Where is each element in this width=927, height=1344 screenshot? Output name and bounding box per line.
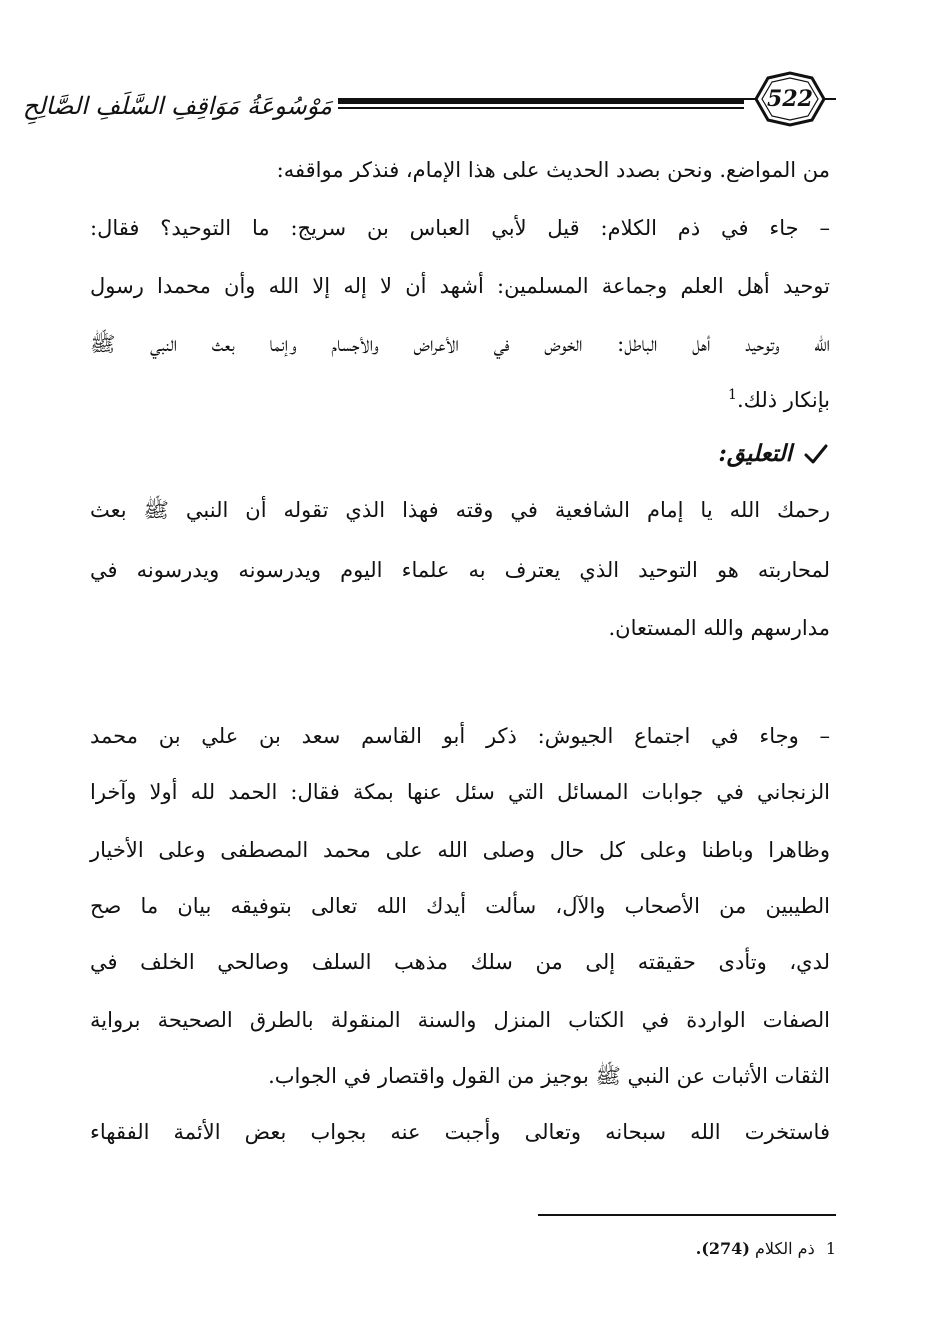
text-line: – وجاء في اجتماع الجيوش: ذكر أبو القاسم سعد بن علي بن محمد (90, 724, 830, 748)
text-line-content: بإنكار ذلك. (736, 388, 830, 412)
text-line: الزنجاني في جوابات المسائل التي سئل عنها بمكة فقال: الحمد لله أولا وآخرا (90, 780, 830, 804)
series-title: مَوْسُوعَةُ مَوَاقِفِ السَّلَفِ الصَّالِحِ (22, 92, 332, 120)
footnote-source: ذم الكلام (754, 1239, 815, 1258)
running-header (22, 62, 840, 134)
check-icon (802, 440, 830, 468)
footnote-separator (538, 1214, 836, 1216)
text-line: الثقات الأثبات عن النبي ﷺ بوجيز من القول واقتصار في الجواب. (268, 1064, 830, 1088)
header-rule-thin (338, 107, 744, 109)
text-line: وظاهرا وباطنا وعلى كل حال وصلى الله على محمد المصطفى وعلى الأخيار (90, 838, 830, 862)
commentary-heading-text: التعليق: (718, 440, 792, 467)
text-line: مدارسهم والله المستعان. (608, 616, 830, 640)
text-line: من المواضع. ونحن بصدد الحديث على هذا الإمام، فنذكر مواقفه: (276, 158, 830, 182)
page-number: 522 (767, 86, 813, 112)
text-line: لدي، وتأدى حقيقته إلى من سلك مذهب السلف وصالحي الخلف في (90, 950, 830, 974)
text-line: – جاء في ذم الكلام: قيل لأبي العباس بن سريج: ما التوحيد؟ فقال: (90, 216, 830, 240)
footnote-reference: 1 (728, 387, 737, 403)
header-rule-thick (338, 98, 744, 104)
text-line: الصفات الواردة في الكتاب المنزل والسنة المنقولة بالطرق الصحيحة برواية (90, 1008, 830, 1032)
commentary-heading (530, 432, 830, 476)
text-line: فاستخرت الله سبحانه وتعالى وأجبت عنه بجواب بعض الأئمة الفقهاء (90, 1120, 830, 1144)
text-line (90, 380, 830, 420)
page-number-badge (742, 70, 838, 128)
footnote-citation: (274). (695, 1239, 750, 1258)
footnote (500, 1234, 836, 1264)
text-line: توحيد أهل العلم وجماعة المسلمين: أشهد أن لا إله إلا الله وأن محمدا رسول (90, 274, 830, 298)
text-line: الله وتوحيد أهل الباطل: الخوض في الأعراض والأجسام وإنما بعث النبي ﷺ (90, 332, 830, 356)
text-line: الطيبين من الأصحاب والآل، سألت أيدك الله تعالى بتوفيقه بيان ما صح (90, 894, 830, 918)
footnote-number: 1 (825, 1239, 836, 1258)
text-line: رحمك الله يا إمام الشافعية في وقته فهذا الذي تقوله أن النبي ﷺ بعث (90, 498, 830, 522)
text-line: لمحاربته هو التوحيد الذي يعترف به علماء اليوم ويدرسونه ويدرسونه في (90, 558, 830, 582)
